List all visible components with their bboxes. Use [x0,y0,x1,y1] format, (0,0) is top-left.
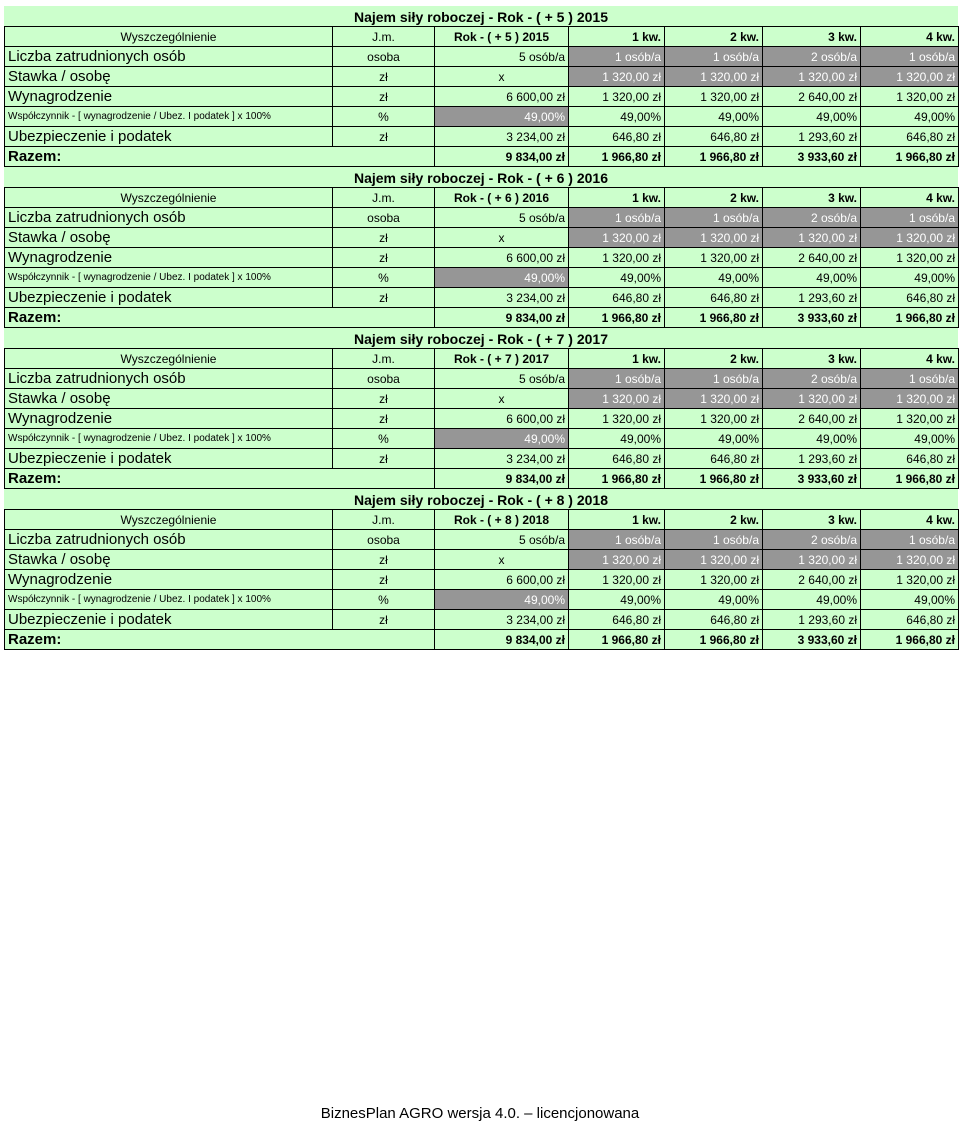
q3-cell: 49,00% [763,590,861,610]
header-q1: 1 kw. [569,188,665,208]
row-label: Stawka / osobę [5,550,333,570]
q2-cell: 1 320,00 zł [665,550,763,570]
q1-cell: 1 966,80 zł [569,630,665,650]
q1-cell: 1 osób/a [569,530,665,550]
q3-cell: 1 293,60 zł [763,127,861,147]
q1-cell: 1 966,80 zł [569,469,665,489]
year-cell: 3 234,00 zł [435,288,569,308]
q2-cell: 1 osób/a [665,47,763,67]
row-insurance [5,610,959,630]
q3-cell: 1 320,00 zł [763,389,861,409]
row-label: Wynagrodzenie [5,409,333,429]
block-title: Najem siły roboczej - Rok - ( + 5 ) 2015 [4,6,958,26]
row-rate [5,67,959,87]
q3-cell: 2 osób/a [763,530,861,550]
q4-cell: 646,80 zł [861,288,959,308]
header-item: Wyszczególnienie [5,188,333,208]
q4-cell: 1 320,00 zł [861,248,959,268]
q3-cell: 49,00% [763,268,861,288]
q2-cell: 49,00% [665,590,763,610]
q1-cell: 1 966,80 zł [569,147,665,167]
row-salary [5,409,959,429]
q1-cell: 1 320,00 zł [569,570,665,590]
row-label: Współczynnik - [ wynagrodzenie / Ubez. I podatek ] x 100% [5,429,333,449]
unit-cell: zł [333,127,435,147]
unit-cell: zł [333,389,435,409]
q4-cell: 49,00% [861,590,959,610]
header-row [5,510,959,530]
year-cell: 3 234,00 zł [435,127,569,147]
q4-cell: 1 osób/a [861,208,959,228]
q1-cell: 646,80 zł [569,127,665,147]
unit-cell: zł [333,550,435,570]
year-cell: 6 600,00 zł [435,248,569,268]
q1-cell: 646,80 zł [569,610,665,630]
block-title: Najem siły roboczej - Rok - ( + 6 ) 2016 [4,167,958,187]
header-row [5,349,959,369]
q4-cell: 1 osób/a [861,369,959,389]
q4-cell: 1 966,80 zł [861,147,959,167]
header-q3: 3 kw. [763,510,861,530]
header-q3: 3 kw. [763,27,861,47]
q4-cell: 646,80 zł [861,449,959,469]
q1-cell: 49,00% [569,590,665,610]
year-cell: 49,00% [435,429,569,449]
q1-cell: 1 osób/a [569,369,665,389]
q3-cell: 3 933,60 zł [763,469,861,489]
header-q1: 1 kw. [569,349,665,369]
unit-cell: zł [333,288,435,308]
q1-cell: 646,80 zł [569,288,665,308]
q1-cell: 1 320,00 zł [569,389,665,409]
row-label: Razem: [5,147,435,167]
labor-table [4,187,959,328]
q4-cell: 1 320,00 zł [861,550,959,570]
header-row [5,27,959,47]
header-unit: J.m. [333,349,435,369]
q2-cell: 1 osób/a [665,530,763,550]
year-cell: 9 834,00 zł [435,630,569,650]
unit-cell: % [333,590,435,610]
q2-cell: 1 320,00 zł [665,87,763,107]
q2-cell: 1 osób/a [665,369,763,389]
year-cell: 9 834,00 zł [435,308,569,328]
unit-cell: osoba [333,47,435,67]
header-q2: 2 kw. [665,349,763,369]
q2-cell: 49,00% [665,268,763,288]
unit-cell: zł [333,449,435,469]
header-item: Wyszczególnienie [5,27,333,47]
row-label: Liczba zatrudnionych osób [5,47,333,67]
q4-cell: 1 320,00 zł [861,87,959,107]
row-total [5,147,959,167]
q3-cell: 1 320,00 zł [763,228,861,248]
unit-cell: zł [333,248,435,268]
q2-cell: 1 966,80 zł [665,308,763,328]
q2-cell: 646,80 zł [665,610,763,630]
q2-cell: 1 966,80 zł [665,469,763,489]
q4-cell: 646,80 zł [861,127,959,147]
q4-cell: 1 osób/a [861,47,959,67]
row-total [5,469,959,489]
q2-cell: 49,00% [665,429,763,449]
year-cell: 5 osób/a [435,47,569,67]
q3-cell: 1 320,00 zł [763,67,861,87]
labor-table [4,26,959,167]
q1-cell: 1 320,00 zł [569,550,665,570]
year-cell: 5 osób/a [435,530,569,550]
row-label: Ubezpieczenie i podatek [5,127,333,147]
row-label: Wynagrodzenie [5,570,333,590]
q1-cell: 1 320,00 zł [569,228,665,248]
unit-cell: zł [333,67,435,87]
row-rate [5,228,959,248]
q1-cell: 1 320,00 zł [569,87,665,107]
unit-cell: zł [333,570,435,590]
row-label: Razem: [5,469,435,489]
footer-text: BiznesPlan AGRO wersja 4.0. – licencjonowana [320,1105,640,1122]
block-title: Najem siły roboczej - Rok - ( + 8 ) 2018 [4,489,958,509]
row-label: Wynagrodzenie [5,248,333,268]
q1-cell: 1 966,80 zł [569,308,665,328]
row-rate [5,389,959,409]
row-salary [5,248,959,268]
row-employees [5,47,959,67]
header-q4: 4 kw. [861,349,959,369]
header-item: Wyszczególnienie [5,349,333,369]
row-employees [5,369,959,389]
row-label: Razem: [5,630,435,650]
unit-cell: % [333,429,435,449]
year-cell: 6 600,00 zł [435,570,569,590]
q4-cell: 49,00% [861,107,959,127]
header-q3: 3 kw. [763,188,861,208]
header-item: Wyszczególnienie [5,510,333,530]
row-label: Ubezpieczenie i podatek [5,449,333,469]
q3-cell: 2 640,00 zł [763,409,861,429]
unit-cell: osoba [333,530,435,550]
row-salary [5,570,959,590]
header-unit: J.m. [333,510,435,530]
row-rate [5,550,959,570]
q2-cell: 646,80 zł [665,127,763,147]
labor-table [4,509,959,650]
row-employees [5,530,959,550]
unit-cell: osoba [333,208,435,228]
q3-cell: 1 293,60 zł [763,610,861,630]
row-total [5,308,959,328]
q1-cell: 49,00% [569,429,665,449]
year-cell: 49,00% [435,107,569,127]
header-unit: J.m. [333,188,435,208]
header-year: Rok - ( + 5 ) 2015 [435,27,569,47]
spreadsheet [4,6,958,650]
q1-cell: 1 osób/a [569,208,665,228]
q2-cell: 1 osób/a [665,208,763,228]
year-cell: x [435,228,569,248]
q2-cell: 1 320,00 zł [665,67,763,87]
year-cell: 6 600,00 zł [435,87,569,107]
unit-cell: zł [333,610,435,630]
q3-cell: 2 osób/a [763,47,861,67]
q3-cell: 1 293,60 zł [763,288,861,308]
header-q2: 2 kw. [665,510,763,530]
header-q4: 4 kw. [861,510,959,530]
q1-cell: 1 osób/a [569,47,665,67]
row-total [5,630,959,650]
year-cell: 6 600,00 zł [435,409,569,429]
year-cell: 49,00% [435,268,569,288]
header-q3: 3 kw. [763,349,861,369]
unit-cell: % [333,107,435,127]
row-insurance [5,127,959,147]
q4-cell: 49,00% [861,429,959,449]
year-cell: 3 234,00 zł [435,610,569,630]
row-coefficient [5,107,959,127]
row-label: Współczynnik - [ wynagrodzenie / Ubez. I podatek ] x 100% [5,107,333,127]
q3-cell: 3 933,60 zł [763,630,861,650]
q2-cell: 1 966,80 zł [665,147,763,167]
q4-cell: 1 966,80 zł [861,630,959,650]
q1-cell: 49,00% [569,107,665,127]
unit-cell: zł [333,87,435,107]
q4-cell: 1 320,00 zł [861,228,959,248]
year-cell: 9 834,00 zł [435,147,569,167]
row-label: Liczba zatrudnionych osób [5,369,333,389]
q2-cell: 1 320,00 zł [665,389,763,409]
q3-cell: 2 osób/a [763,369,861,389]
row-label: Liczba zatrudnionych osób [5,208,333,228]
q4-cell: 49,00% [861,268,959,288]
row-label: Ubezpieczenie i podatek [5,288,333,308]
q2-cell: 1 320,00 zł [665,570,763,590]
row-salary [5,87,959,107]
q2-cell: 1 320,00 zł [665,228,763,248]
q2-cell: 646,80 zł [665,449,763,469]
row-label: Wynagrodzenie [5,87,333,107]
row-label: Ubezpieczenie i podatek [5,610,333,630]
year-cell: 9 834,00 zł [435,469,569,489]
header-q1: 1 kw. [569,27,665,47]
unit-cell: % [333,268,435,288]
q1-cell: 1 320,00 zł [569,409,665,429]
q3-cell: 2 640,00 zł [763,87,861,107]
q4-cell: 1 966,80 zł [861,308,959,328]
row-coefficient [5,268,959,288]
q3-cell: 49,00% [763,107,861,127]
q3-cell: 3 933,60 zł [763,308,861,328]
year-cell: 5 osób/a [435,369,569,389]
block-title: Najem siły roboczej - Rok - ( + 7 ) 2017 [4,328,958,348]
year-cell: 3 234,00 zł [435,449,569,469]
header-q1: 1 kw. [569,510,665,530]
q3-cell: 2 640,00 zł [763,248,861,268]
q2-cell: 646,80 zł [665,288,763,308]
unit-cell: osoba [333,369,435,389]
year-cell: x [435,550,569,570]
q2-cell: 1 966,80 zł [665,630,763,650]
row-insurance [5,449,959,469]
row-coefficient [5,429,959,449]
q3-cell: 1 293,60 zł [763,449,861,469]
unit-cell: zł [333,228,435,248]
q4-cell: 1 966,80 zł [861,469,959,489]
q2-cell: 49,00% [665,107,763,127]
row-label: Razem: [5,308,435,328]
year-cell: 49,00% [435,590,569,610]
q4-cell: 1 320,00 zł [861,570,959,590]
q4-cell: 1 320,00 zł [861,389,959,409]
q1-cell: 646,80 zł [569,449,665,469]
header-year: Rok - ( + 7 ) 2017 [435,349,569,369]
q1-cell: 1 320,00 zł [569,67,665,87]
q3-cell: 3 933,60 zł [763,147,861,167]
q3-cell: 49,00% [763,429,861,449]
header-unit: J.m. [333,27,435,47]
q1-cell: 49,00% [569,268,665,288]
q3-cell: 2 640,00 zł [763,570,861,590]
header-year: Rok - ( + 8 ) 2018 [435,510,569,530]
q3-cell: 1 320,00 zł [763,550,861,570]
q2-cell: 1 320,00 zł [665,248,763,268]
row-label: Stawka / osobę [5,67,333,87]
year-cell: x [435,389,569,409]
row-coefficient [5,590,959,610]
q4-cell: 1 osób/a [861,530,959,550]
row-employees [5,208,959,228]
header-q2: 2 kw. [665,188,763,208]
unit-cell: zł [333,409,435,429]
q3-cell: 2 osób/a [763,208,861,228]
header-q4: 4 kw. [861,27,959,47]
year-cell: x [435,67,569,87]
labor-table [4,348,959,489]
header-q4: 4 kw. [861,188,959,208]
header-row [5,188,959,208]
row-insurance [5,288,959,308]
header-q2: 2 kw. [665,27,763,47]
q2-cell: 1 320,00 zł [665,409,763,429]
header-year: Rok - ( + 6 ) 2016 [435,188,569,208]
row-label: Stawka / osobę [5,389,333,409]
year-cell: 5 osób/a [435,208,569,228]
q4-cell: 646,80 zł [861,610,959,630]
row-label: Współczynnik - [ wynagrodzenie / Ubez. I podatek ] x 100% [5,268,333,288]
row-label: Współczynnik - [ wynagrodzenie / Ubez. I podatek ] x 100% [5,590,333,610]
row-label: Stawka / osobę [5,228,333,248]
q4-cell: 1 320,00 zł [861,409,959,429]
row-label: Liczba zatrudnionych osób [5,530,333,550]
q1-cell: 1 320,00 zł [569,248,665,268]
q4-cell: 1 320,00 zł [861,67,959,87]
